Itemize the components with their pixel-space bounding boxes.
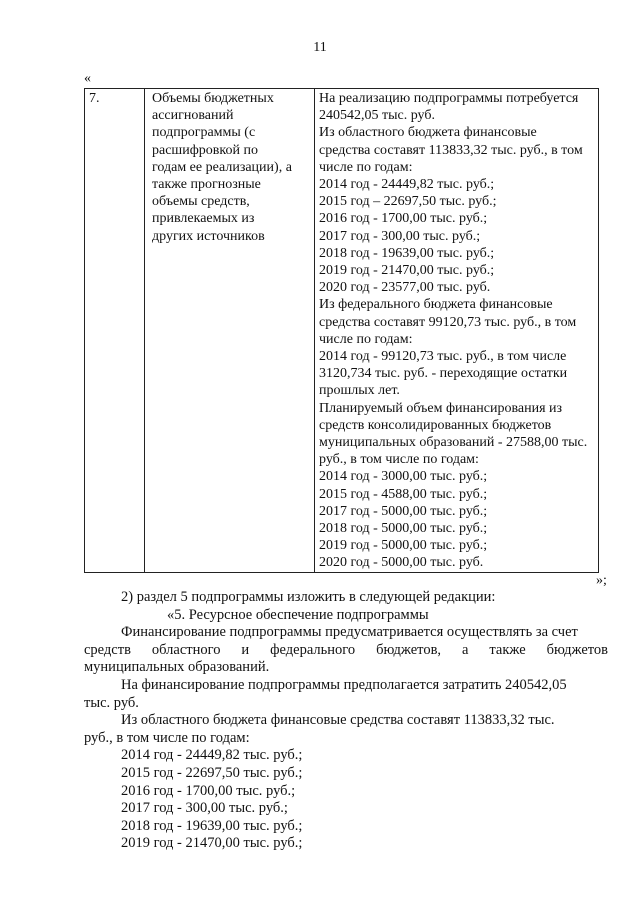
content-line: 2020 год - 23577,00 тыс. руб.	[319, 280, 491, 296]
label-line: подпрограммы (с	[152, 125, 256, 141]
label-line: расшифровкой по	[152, 142, 258, 158]
label-line: привлекаемых из	[152, 211, 255, 227]
year-line: 2017 год - 300,00 тыс. руб.;	[121, 800, 288, 817]
content-line: 2020 год - 5000,00 тыс. руб.	[319, 555, 484, 571]
content-line: муниципальных образований - 27588,00 тыс.	[319, 435, 588, 451]
row-label-cell	[145, 89, 315, 573]
subprogram-passport-table	[84, 88, 599, 573]
section-intro: 2) раздел 5 подпрограммы изложить в следующей редакции:	[121, 589, 496, 605]
year-line: 2016 год - 1700,00 тыс. руб.;	[121, 782, 296, 799]
content-line: 2014 год - 3000,00 тыс. руб.;	[319, 469, 488, 485]
content-line: 2014 год - 24449,82 тыс. руб.;	[319, 177, 495, 193]
financing-paragraph-line: Финансирование подпрограммы предусматривается осуществлять за счет	[121, 624, 578, 641]
content-line: 2019 год - 5000,00 тыс. руб.;	[319, 538, 488, 554]
content-line: средства составят 99120,73 тыс. руб., в том	[319, 314, 577, 330]
content-line: Планируемый объем финансирования из	[319, 400, 563, 416]
page-number: 11	[313, 40, 327, 55]
section-body	[84, 589, 608, 853]
regional-paragraph-line: руб., в том числе по годам:	[84, 729, 250, 746]
label-line: ассигнований	[152, 108, 234, 124]
closing-quote: »;	[596, 573, 607, 588]
total-paragraph-line: тыс. руб.	[84, 694, 139, 711]
label-line: также прогнозные	[152, 177, 261, 193]
content-line: 3120,734 тыс. руб. - переходящие остатки	[319, 366, 568, 382]
label-line: других источников	[152, 228, 265, 244]
row-number-cell	[85, 89, 145, 573]
regional-paragraph-line: Из областного бюджета финансовые средства составят 113833,32 тыс.	[121, 712, 555, 729]
content-line: средств консолидированных бюджетов	[319, 417, 552, 433]
content-line: 2018 год - 19639,00 тыс. руб.;	[319, 245, 495, 261]
content-line: числе по годам:	[319, 331, 413, 347]
content-line: 2018 год - 5000,00 тыс. руб.;	[319, 521, 488, 537]
content-line: 2015 год - 4588,00 тыс. руб.;	[319, 486, 488, 502]
content-line: руб., в том числе по годам:	[319, 452, 479, 468]
label-line: Объемы бюджетных	[152, 91, 274, 106]
content-line: Из областного бюджета финансовые	[319, 125, 537, 141]
content-line: средства составят 113833,32 тыс. руб., в том	[319, 142, 583, 158]
financing-paragraph-line: муниципальных образований.	[84, 659, 270, 676]
table-row	[85, 89, 599, 573]
financing-paragraph-line: средств областного и федерального бюджетов, а также бюджетов	[84, 641, 608, 658]
content-line: 240542,05 тыс. руб.	[319, 108, 435, 124]
total-paragraph-line: На финансирование подпрограммы предполагается затратить 240542,05	[121, 676, 567, 693]
year-line: 2019 год - 21470,00 тыс. руб.;	[121, 835, 303, 852]
opening-quote: «	[84, 71, 91, 86]
label-line: объемы средств,	[152, 194, 250, 210]
content-line: 2016 год - 1700,00 тыс. руб.;	[319, 211, 488, 227]
content-line: 2017 год - 5000,00 тыс. руб.;	[319, 503, 488, 519]
content-line: 2019 год - 21470,00 тыс. руб.;	[319, 263, 495, 279]
content-line: 2017 год - 300,00 тыс. руб.;	[319, 228, 481, 244]
year-line: 2014 год - 24449,82 тыс. руб.;	[121, 747, 303, 764]
year-line: 2015 год - 22697,50 тыс. руб.;	[121, 764, 303, 781]
row-number: 7.	[89, 91, 100, 106]
year-line: 2018 год - 19639,00 тыс. руб.;	[121, 817, 303, 834]
content-line: На реализацию подпрограммы потребуется	[319, 91, 579, 106]
content-line: 2014 год - 99120,73 тыс. руб., в том числе	[319, 349, 567, 365]
section-title: «5. Ресурсное обеспечение подпрограммы	[167, 606, 429, 623]
label-line: годам ее реализации), а	[152, 159, 292, 175]
content-line: прошлых лет.	[319, 383, 400, 399]
content-line: числе по годам:	[319, 159, 413, 175]
content-line: Из федерального бюджета финансовые	[319, 297, 553, 313]
content-line: 2015 год – 22697,50 тыс. руб.;	[319, 194, 497, 210]
row-content-cell	[315, 89, 599, 573]
